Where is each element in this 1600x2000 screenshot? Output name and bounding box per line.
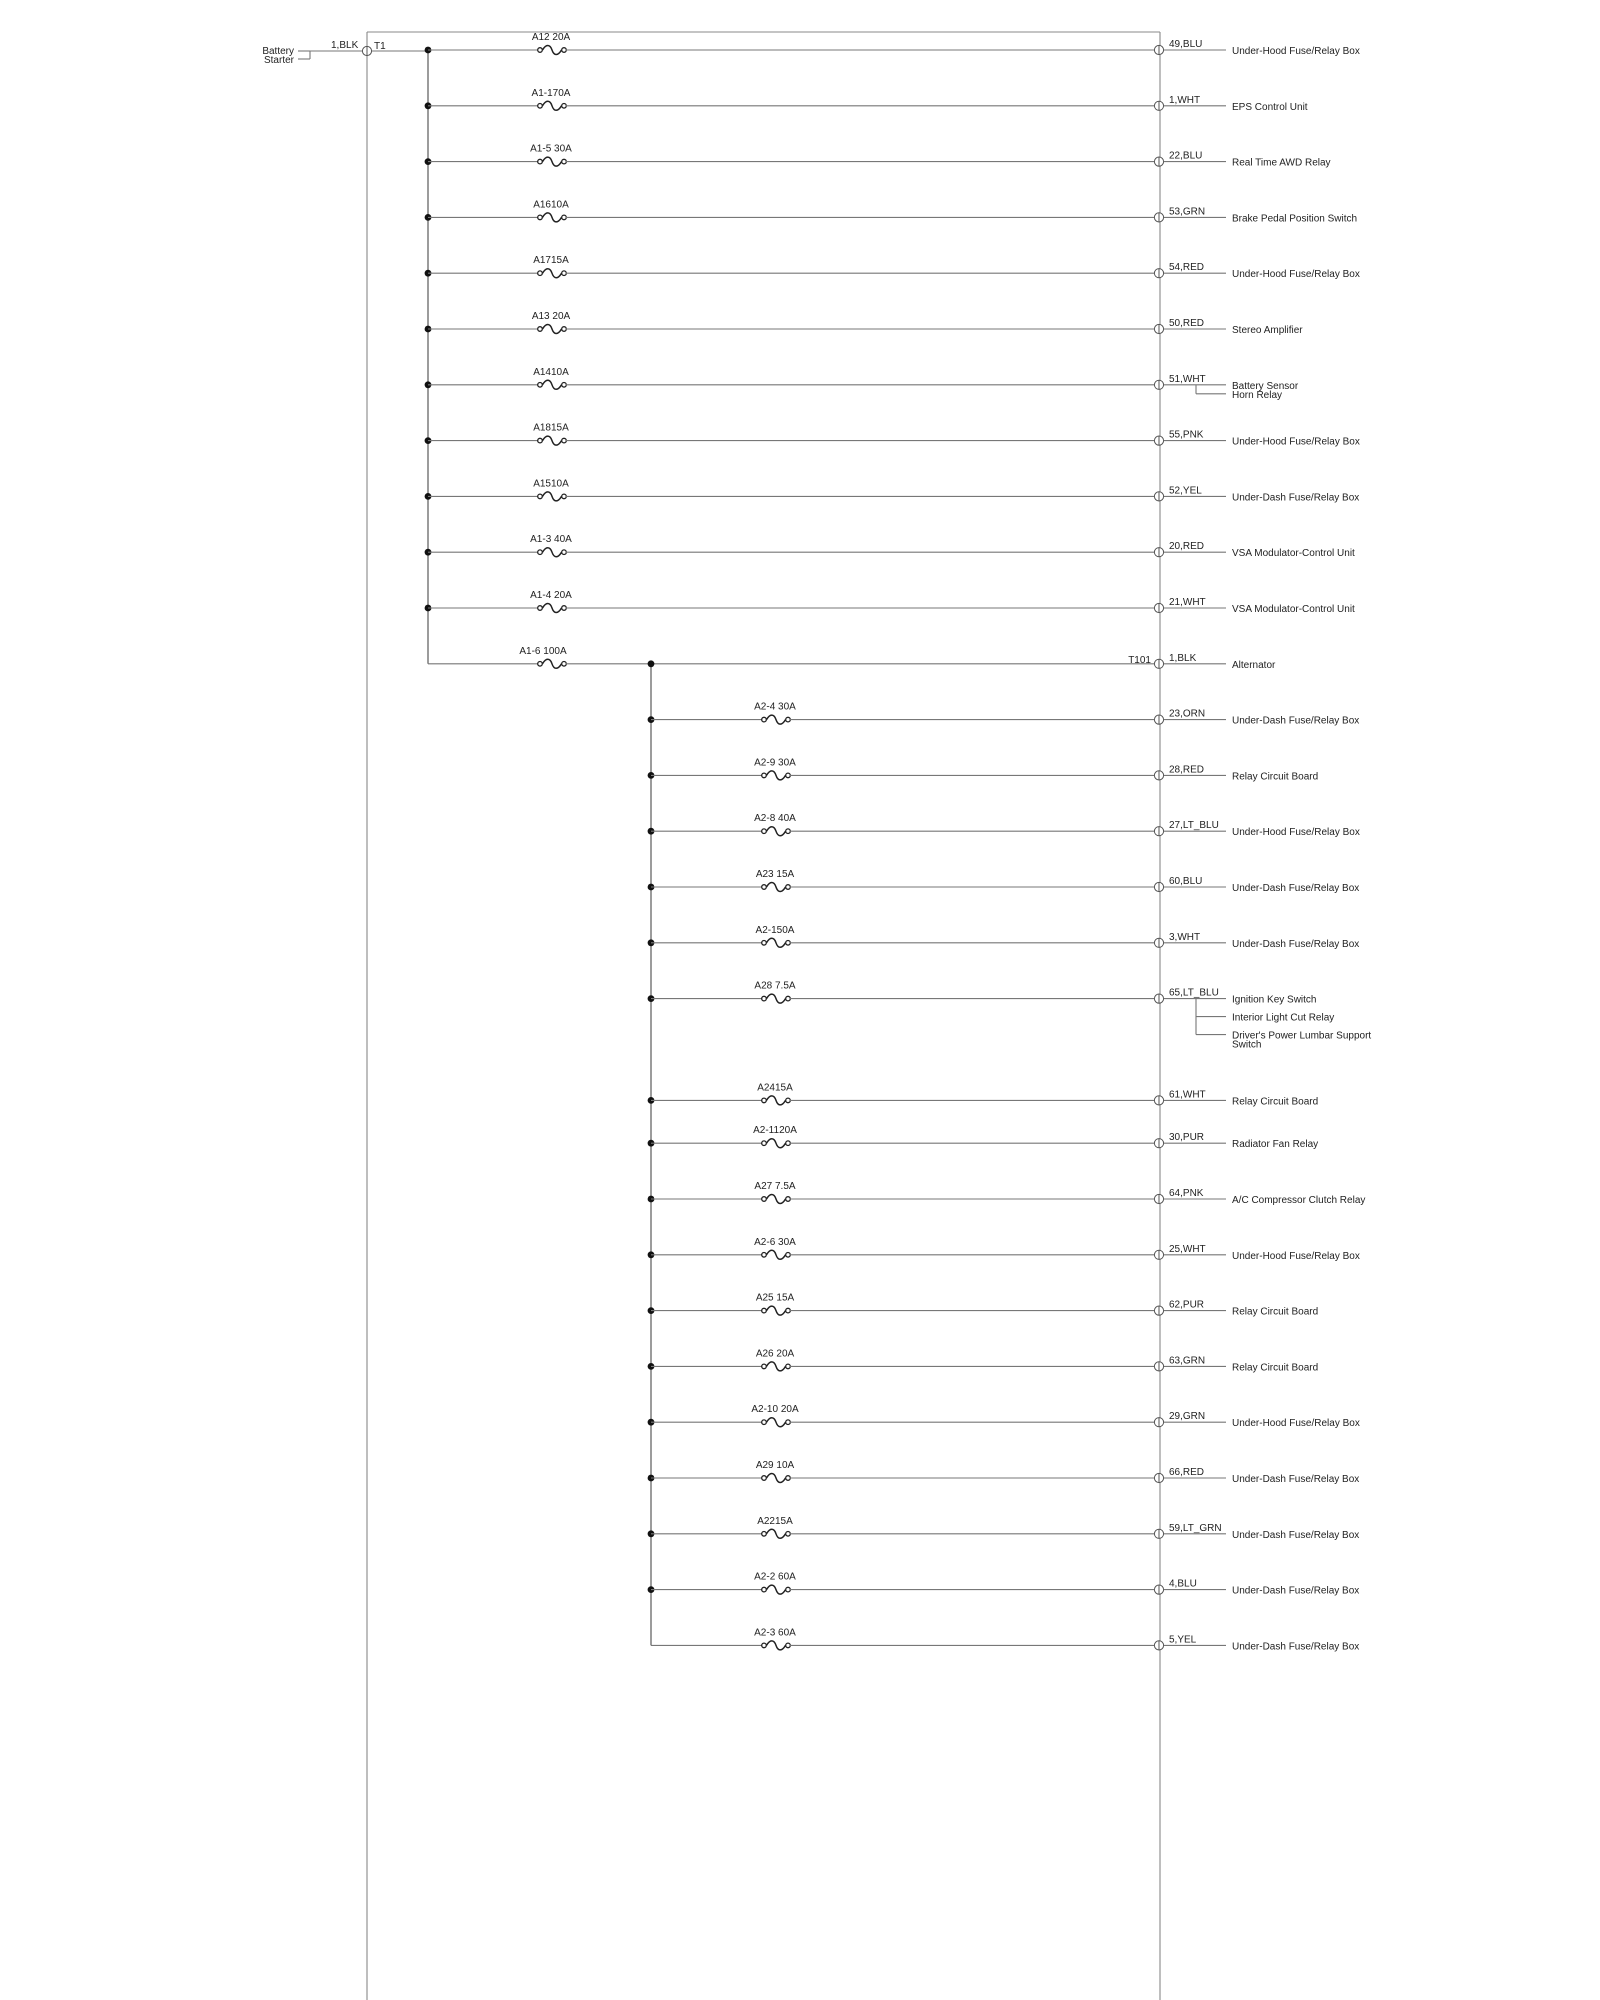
a1-circuit-10-connector-icon: [1154, 548, 1163, 557]
a1-circuit-3-fuse-label: A1-5 30A: [530, 143, 572, 155]
a1-circuit-11-connector-icon: [1154, 603, 1163, 612]
main-feed-row: [428, 646, 1276, 671]
a2-circuit-8-fuse-icon-end-right: [786, 1141, 791, 1146]
a2-circuit-10-destination: Under-Hood Fuse/Relay Box: [1232, 1250, 1360, 1262]
main-feed-fuse-label: A1-6 100A: [519, 645, 567, 657]
source-connector: [362, 46, 371, 55]
source-terminal-label: T1: [374, 41, 386, 52]
a2-circuit-6-connector-icon: [1154, 994, 1163, 1003]
a2-circuit-16-fuse-icon-end-right: [786, 1587, 791, 1592]
a2-circuit-4-wire-label: 60,BLU: [1169, 876, 1203, 887]
a2-circuit-1-fuse-icon-end-left: [762, 717, 767, 722]
a2-circuit-15-fuse-label: A2215A: [757, 1515, 793, 1527]
a1-circuit-7-fuse-icon-end-left: [538, 383, 543, 388]
a2-circuit-1-connector-icon: [1154, 715, 1163, 724]
a2-circuit-16-destination: Under-Dash Fuse/Relay Box: [1232, 1585, 1360, 1597]
a1-circuit-10-fuse-icon: [538, 548, 567, 557]
a2-circuit-5-fuse-icon: [762, 938, 791, 947]
a2-circuit-11-fuse-label: A25 15A: [755, 1292, 795, 1304]
a2-circuit-10-fuse-icon-end-right: [786, 1253, 791, 1258]
a2-circuit-15-row: [648, 1516, 1360, 1541]
a1-circuit-9-fuse-icon-end-right: [562, 494, 567, 499]
a2-circuit-17-fuse-icon-end-left: [762, 1643, 767, 1648]
a2-circuit-12-destination: Relay Circuit Board: [1232, 1362, 1319, 1374]
a2-circuit-14-row: [648, 1460, 1360, 1485]
a1-circuit-7-fuse-icon-element: [543, 380, 562, 389]
a2-circuit-7-fuse-icon-end-left: [762, 1098, 767, 1103]
a1-circuit-2-fuse-icon: [538, 101, 567, 110]
source-label-starter: Starter: [263, 55, 294, 66]
a2-circuit-16-fuse-label: A2-2 60A: [754, 1571, 796, 1583]
a1-circuit-1-wire-label: 49,BLU: [1169, 39, 1203, 50]
a2-circuit-13-fuse-icon: [762, 1418, 791, 1427]
a1-circuit-3-wire-label: 22,BLU: [1169, 150, 1203, 162]
a2-circuit-8-destination: Radiator Fan Relay: [1232, 1139, 1319, 1151]
a1-circuit-9-row: [425, 478, 1360, 503]
a1-circuit-10-fuse-label: A1-3 40A: [530, 534, 572, 546]
a1-circuit-8-fuse-icon-element: [543, 436, 562, 445]
a2-circuit-10-row: [648, 1237, 1360, 1262]
a1-circuit-11-fuse-icon-end-right: [562, 606, 567, 611]
a1-circuit-2-row: [425, 88, 1308, 113]
a2-circuit-3-row: [648, 813, 1360, 838]
a2-circuit-9-wire-label: 64,PNK: [1169, 1188, 1204, 1199]
a2-circuit-12-fuse-label: A26 20A: [755, 1348, 795, 1360]
a2-circuit-9-fuse-icon-end-right: [786, 1197, 791, 1202]
a2-circuit-15-connector-icon: [1154, 1529, 1163, 1538]
a1-circuit-3-destination: Real Time AWD Relay: [1232, 157, 1331, 169]
a1-circuit-6-fuse-icon-end-left: [538, 327, 543, 332]
a2-circuit-6-fuse-icon-element: [767, 994, 786, 1003]
a1-circuit-6-fuse-icon-end-right: [562, 327, 567, 332]
a1-circuit-7-destination-0: Battery Sensor: [1232, 380, 1299, 392]
a2-circuit-3-fuse-icon-end-left: [762, 829, 767, 834]
a1-circuit-9-wire-label: 52,YEL: [1169, 485, 1202, 497]
a2-circuit-13-fuse-label: A2-10 20A: [751, 1404, 799, 1416]
a2-circuit-7-fuse-label: A2415A: [757, 1082, 793, 1094]
a2-circuit-6-fuse-icon-end-left: [762, 996, 767, 1001]
a1-circuit-8-wire-label: 55,PNK: [1169, 429, 1204, 441]
a1-circuit-3-connector-icon: [1154, 157, 1163, 166]
a1-circuit-2-fuse-icon-end-right: [562, 104, 567, 109]
a1-circuit-9-destination: Under-Dash Fuse/Relay Box: [1232, 492, 1360, 504]
a1-circuit-3-fuse-icon: [538, 157, 567, 166]
a2-circuit-9-row: [648, 1181, 1366, 1206]
a2-circuit-17-fuse-icon: [762, 1641, 791, 1650]
a2-circuit-12-row: [648, 1348, 1319, 1373]
a1-circuit-7-fuse-icon: [538, 380, 567, 389]
a2-circuit-8-fuse-icon-element: [767, 1139, 786, 1148]
a1-circuit-4-fuse-icon-end-left: [538, 215, 543, 220]
a1-circuit-1-destination: Under-Hood Fuse/Relay Box: [1232, 46, 1360, 57]
a1-circuit-2-fuse-icon-end-left: [538, 104, 543, 109]
a2-circuit-16-row: [648, 1572, 1360, 1597]
a2-circuit-6-destination-0: Ignition Key Switch: [1232, 994, 1317, 1006]
power-source: [262, 40, 428, 66]
a1-circuit-7-wire-label: 51,WHT: [1169, 373, 1206, 385]
a2-circuit-5-fuse-label: A2-150A: [755, 924, 795, 936]
a2-circuit-5-connector-icon: [1154, 938, 1163, 947]
a2-circuit-13-fuse-icon-end-left: [762, 1420, 767, 1425]
a2-circuit-2-fuse-icon: [762, 771, 791, 780]
main-feed-fuse-icon-element: [543, 659, 562, 668]
a1-circuit-2-fuse-label: A1-170A: [531, 87, 571, 99]
a2-circuit-7-row: [648, 1082, 1319, 1107]
a2-circuit-4-row: [648, 869, 1360, 894]
a1-circuit-10-destination: VSA Modulator-Control Unit: [1232, 548, 1355, 560]
a2-circuit-2-row: [648, 757, 1319, 782]
a2-circuit-9-connector-icon: [1154, 1194, 1163, 1203]
a1-circuit-11-destination: VSA Modulator-Control Unit: [1232, 604, 1355, 615]
a2-circuit-7-wire-label: 61,WHT: [1169, 1089, 1206, 1101]
a1-circuit-4-fuse-icon-end-right: [562, 215, 567, 220]
a1-circuit-5-row: [425, 255, 1360, 280]
a2-circuit-8-row: [648, 1125, 1319, 1150]
a2-circuit-11-row: [648, 1293, 1319, 1318]
main-feed-terminal-label: T101: [1128, 654, 1151, 666]
a2-circuit-6-row: [648, 981, 1372, 1051]
a2-circuit-8-fuse-icon: [762, 1139, 791, 1148]
a1-circuit-11-fuse-icon: [538, 604, 567, 613]
a1-circuit-7-destination-1: Horn Relay: [1232, 389, 1283, 401]
a2-circuit-14-destination: Under-Dash Fuse/Relay Box: [1232, 1474, 1360, 1485]
a2-circuit-11-fuse-icon-end-right: [786, 1308, 791, 1313]
a1-circuit-11-wire-label: 21,WHT: [1169, 597, 1206, 608]
a2-circuit-5-fuse-icon-end-left: [762, 941, 767, 946]
a2-circuit-12-fuse-icon-end-right: [786, 1364, 791, 1369]
a1-circuit-11-row: [425, 590, 1355, 615]
a1-circuit-8-row: [425, 423, 1360, 448]
a1-circuit-6-fuse-icon-element: [543, 325, 562, 334]
a2-circuit-6-fuse-label: A28 7.5A: [754, 980, 796, 992]
main-feed-wire-label: 1,BLK: [1169, 652, 1197, 664]
a2-circuit-17-fuse-icon-end-right: [786, 1643, 791, 1648]
a1-circuit-2-destination: EPS Control Unit: [1232, 101, 1308, 113]
a1-circuit-2-fuse-icon-element: [543, 101, 562, 110]
a2-circuit-12-connector-icon: [1154, 1362, 1163, 1371]
a2-circuit-16-fuse-icon-end-left: [762, 1587, 767, 1592]
a2-circuit-2-fuse-icon-end-right: [786, 773, 791, 778]
a1-circuit-5-fuse-icon: [538, 269, 567, 278]
a2-circuit-8-wire-label: 30,PUR: [1169, 1132, 1205, 1144]
a2-circuit-2-fuse-icon-element: [767, 771, 786, 780]
a2-circuit-4-fuse-label: A23 15A: [755, 869, 795, 880]
a2-circuit-14-fuse-icon-end-right: [786, 1476, 791, 1481]
a2-circuit-5-fuse-icon-element: [767, 938, 786, 947]
a2-circuit-8-fuse-icon-end-left: [762, 1141, 767, 1146]
a2-circuit-7-fuse-icon-element: [767, 1096, 786, 1105]
a2-circuit-5-row: [648, 925, 1360, 950]
a1-circuit-9-fuse-icon-element: [543, 492, 562, 501]
a2-circuit-12-fuse-icon-end-left: [762, 1364, 767, 1369]
a2-circuit-13-row: [648, 1404, 1360, 1429]
a1-circuit-8-fuse-icon-end-left: [538, 438, 543, 443]
a2-circuit-10-fuse-label: A2-6 30A: [754, 1236, 796, 1248]
a1-circuit-7-fuse-icon-end-right: [562, 383, 567, 388]
a2-circuit-8-fuse-label: A2-1120A: [753, 1125, 797, 1137]
a2-circuit-1-fuse-label: A2-4 30A: [754, 701, 796, 713]
a2-circuit-1-fuse-icon-end-right: [786, 717, 791, 722]
a2-circuit-11-destination: Relay Circuit Board: [1232, 1306, 1319, 1318]
a1-circuit-8-fuse-icon-end-right: [562, 438, 567, 443]
a2-circuit-3-fuse-icon: [762, 827, 791, 836]
a2-circuit-8-connector-icon: [1154, 1139, 1163, 1148]
a1-circuit-5-destination: Under-Hood Fuse/Relay Box: [1232, 269, 1360, 281]
a2-circuit-3-fuse-icon-end-right: [786, 829, 791, 834]
a2-circuit-9-fuse-label: A27 7.5A: [754, 1181, 796, 1192]
a1-circuit-9-connector-icon: [1154, 492, 1163, 501]
a2-circuit-16-wire-label: 4,BLU: [1169, 1578, 1197, 1590]
a2-circuit-6-destination-2: Driver's Power Lumbar Support Switch: [1232, 1030, 1372, 1051]
a1-circuit-6-fuse-label: A13 20A: [531, 311, 571, 322]
a2-circuit-14-fuse-icon: [762, 1474, 791, 1483]
a1-circuit-1-fuse-icon-element: [543, 46, 562, 55]
a1-circuit-10-fuse-icon-end-right: [562, 550, 567, 555]
a2-circuit-1-fuse-icon: [762, 715, 791, 724]
a1-circuit-10-fuse-icon-element: [543, 548, 562, 557]
a2-circuit-2-fuse-label: A2-9 30A: [754, 757, 796, 769]
a2-circuit-3-wire-label: 27,LT_BLU: [1169, 820, 1219, 832]
a2-circuit-10-connector-icon: [1154, 1250, 1163, 1259]
a2-circuit-9-destination: A/C Compressor Clutch Relay: [1232, 1195, 1366, 1206]
a2-circuit-16-fuse-icon: [762, 1585, 791, 1594]
a2-circuit-12-fuse-icon: [762, 1362, 791, 1371]
a2-circuit-10-wire-label: 25,WHT: [1169, 1243, 1206, 1255]
a2-circuit-6-wire-label: 65,LT_BLU: [1169, 987, 1219, 999]
a1-circuit-1-row: [425, 32, 1360, 57]
a2-circuit-9-fuse-icon-end-left: [762, 1197, 767, 1202]
source-wire-label: 1,BLK: [331, 40, 359, 51]
a1-circuit-11-fuse-icon-end-left: [538, 606, 543, 611]
a2-circuit-4-fuse-icon-end-right: [786, 885, 791, 890]
a1-circuit-9-fuse-label: A1510A: [533, 478, 569, 490]
a1-circuit-10-row: [425, 534, 1355, 559]
a2-circuit-15-fuse-icon: [762, 1529, 791, 1538]
a2-circuit-15-fuse-icon-element: [767, 1529, 786, 1538]
a1-circuit-1-fuse-icon-end-left: [538, 48, 543, 53]
a1-circuit-1-fuse-icon-end-right: [562, 48, 567, 53]
a2-circuit-13-fuse-icon-end-right: [786, 1420, 791, 1425]
a1-circuit-8-fuse-label: A1815A: [533, 422, 569, 434]
a1-circuit-4-wire-label: 53,GRN: [1169, 206, 1206, 218]
a2-circuit-14-wire-label: 66,RED: [1169, 1467, 1205, 1478]
a2-circuit-7-fuse-icon: [762, 1096, 791, 1105]
a1-circuit-3-fuse-icon-end-left: [538, 159, 543, 164]
a1-circuit-5-fuse-label: A1715A: [533, 255, 569, 267]
a2-circuit-17-fuse-label: A2-3 60A: [754, 1627, 796, 1639]
a2-circuit-11-fuse-icon-element: [767, 1306, 786, 1315]
main-feed-connector-icon: [1154, 659, 1163, 668]
a2-circuit-14-fuse-icon-end-left: [762, 1476, 767, 1481]
a1-circuit-7-fuse-label: A1410A: [533, 366, 569, 378]
a2-circuit-13-wire-label: 29,GRN: [1169, 1411, 1206, 1423]
a1-circuit-3-fuse-icon-end-right: [562, 159, 567, 164]
a2-circuit-9-fuse-icon-element: [767, 1195, 786, 1204]
a2-circuit-6-fuse-icon: [762, 994, 791, 1003]
a1-circuit-2-connector-icon: [1154, 101, 1163, 110]
a2-circuit-13-destination: Under-Hood Fuse/Relay Box: [1232, 1418, 1360, 1430]
a2-circuit-9-fuse-icon: [762, 1195, 791, 1204]
a1-circuit-5-fuse-icon-element: [543, 269, 562, 278]
a1-circuit-5-connector-icon: [1154, 269, 1163, 278]
a2-circuit-10-fuse-icon: [762, 1250, 791, 1259]
a2-circuit-2-fuse-icon-end-left: [762, 773, 767, 778]
a2-circuit-1-destination: Under-Dash Fuse/Relay Box: [1232, 715, 1360, 727]
a2-circuit-7-fuse-icon-end-right: [786, 1098, 791, 1103]
main-feed-fuse-icon: [538, 659, 567, 668]
a1-circuit-1-fuse-icon: [538, 46, 567, 55]
a2-circuit-6-destination-1: Interior Light Cut Relay: [1232, 1012, 1335, 1024]
a2-circuit-13-fuse-icon-element: [767, 1418, 786, 1427]
a2-circuit-12-fuse-icon-element: [767, 1362, 786, 1371]
a1-circuit-9-fuse-icon: [538, 492, 567, 501]
a2-circuit-1-wire-label: 23,ORN: [1169, 708, 1206, 720]
main-feed-fuse-icon-end-left: [538, 662, 543, 667]
a2-circuit-15-wire-label: 59,LT_GRN: [1169, 1522, 1222, 1534]
a2-circuit-3-connector-icon: [1154, 827, 1163, 836]
a2-circuit-14-fuse-label: A29 10A: [755, 1460, 795, 1471]
a1-circuit-10-wire-label: 20,RED: [1169, 541, 1205, 553]
a1-circuit-3-fuse-icon-element: [543, 157, 562, 166]
a2-circuit-11-wire-label: 62,PUR: [1169, 1299, 1205, 1311]
a1-circuit-5-fuse-icon-end-right: [562, 271, 567, 276]
a1-circuit-7-connector-icon: [1154, 380, 1163, 389]
a2-circuit-15-fuse-icon-end-right: [786, 1532, 791, 1537]
a2-circuit-17-wire-label: 5,YEL: [1169, 1634, 1197, 1646]
main-feed-fuse-icon-end-right: [562, 662, 567, 667]
a2-circuit-15-destination: Under-Dash Fuse/Relay Box: [1232, 1529, 1360, 1541]
a2-circuit-4-fuse-icon-element: [767, 883, 786, 892]
a2-circuit-3-destination: Under-Hood Fuse/Relay Box: [1232, 827, 1360, 839]
a2-circuit-17-destination: Under-Dash Fuse/Relay Box: [1232, 1641, 1360, 1653]
diagram-frame: [367, 32, 1160, 2000]
a2-circuit-4-destination: Under-Dash Fuse/Relay Box: [1232, 883, 1360, 894]
a1-circuit-4-row: [425, 199, 1357, 224]
a2-circuit-10-fuse-icon-element: [767, 1250, 786, 1259]
a2-circuit-7-connector-icon: [1154, 1096, 1163, 1105]
a1-circuit-10-fuse-icon-end-left: [538, 550, 543, 555]
a2-circuit-5-fuse-icon-end-right: [786, 941, 791, 946]
a2-circuit-3-fuse-label: A2-8 40A: [754, 813, 796, 825]
a1-circuit-4-connector-icon: [1154, 213, 1163, 222]
a2-circuit-13-connector-icon: [1154, 1418, 1163, 1427]
a1-circuit-5-fuse-icon-end-left: [538, 271, 543, 276]
a2-circuit-14-connector-icon: [1154, 1473, 1163, 1482]
a2-circuit-10-fuse-icon-end-left: [762, 1253, 767, 1258]
a2-circuit-4-connector-icon: [1154, 882, 1163, 891]
a2-circuit-17-row: [651, 1627, 1359, 1652]
a1-circuit-8-fuse-icon: [538, 436, 567, 445]
a2-circuit-1-row: [648, 702, 1360, 727]
a2-circuit-15-fuse-icon-end-left: [762, 1532, 767, 1537]
a1-circuit-4-destination: Brake Pedal Position Switch: [1232, 213, 1358, 225]
a1-circuit-9-fuse-icon-end-left: [538, 494, 543, 499]
a2-circuit-12-wire-label: 63,GRN: [1169, 1355, 1206, 1367]
a1-circuit-8-destination: Under-Hood Fuse/Relay Box: [1232, 436, 1360, 448]
a1-circuit-1-connector-icon: [1154, 45, 1163, 54]
a2-circuit-2-wire-label: 28,RED: [1169, 764, 1205, 776]
a2-circuit-11-fuse-icon: [762, 1306, 791, 1315]
a1-circuit-3-row: [425, 144, 1331, 169]
a1-circuit-1-fuse-label: A12 20A: [531, 32, 571, 43]
a2-circuit-4-fuse-icon: [762, 883, 791, 892]
a2-circuit-17-connector-icon: [1154, 1641, 1163, 1650]
a1-circuit-6-connector-icon: [1154, 324, 1163, 333]
a2-circuit-5-destination: Under-Dash Fuse/Relay Box: [1232, 938, 1360, 950]
a1-circuit-5-wire-label: 54,RED: [1169, 262, 1205, 274]
a1-circuit-6-wire-label: 50,RED: [1169, 318, 1205, 329]
a2-circuit-1-fuse-icon-element: [767, 715, 786, 724]
a2-circuit-14-fuse-icon-element: [767, 1474, 786, 1483]
a2-circuit-2-destination: Relay Circuit Board: [1232, 771, 1319, 783]
source-label-battery: Battery: [262, 46, 294, 57]
a2-circuit-11-fuse-icon-end-left: [762, 1308, 767, 1313]
a2-circuit-2-connector-icon: [1154, 771, 1163, 780]
a1-circuit-11-fuse-icon-element: [543, 604, 562, 613]
a1-circuit-8-connector-icon: [1154, 436, 1163, 445]
a1-circuit-2-wire-label: 1,WHT: [1169, 94, 1201, 106]
a2-circuit-7-destination: Relay Circuit Board: [1232, 1096, 1319, 1108]
main-feed-destination: Alternator: [1232, 659, 1276, 671]
a2-circuit-11-connector-icon: [1154, 1306, 1163, 1315]
a1-circuit-6-fuse-icon: [538, 325, 567, 334]
a2-circuit-6-fuse-icon-end-right: [786, 996, 791, 1001]
a2-circuit-3-fuse-icon-element: [767, 827, 786, 836]
a1-circuit-11-fuse-label: A1-4 20A: [530, 590, 572, 601]
a2-circuit-4-fuse-icon-end-left: [762, 885, 767, 890]
a1-circuit-4-fuse-icon: [538, 213, 567, 222]
a1-circuit-6-row: [425, 311, 1304, 336]
a1-circuit-4-fuse-icon-element: [543, 213, 562, 222]
a2-circuit-5-wire-label: 3,WHT: [1169, 931, 1201, 943]
a2-circuit-17-fuse-icon-element: [767, 1641, 786, 1650]
circuit-rows: [425, 32, 1372, 1652]
main-feed-junction-dot: [648, 660, 655, 667]
a1-circuit-6-destination: Stereo Amplifier: [1232, 325, 1303, 336]
a1-circuit-7-row: [425, 367, 1299, 401]
a2-circuit-16-connector-icon: [1154, 1585, 1163, 1594]
a1-circuit-4-fuse-label: A1610A: [533, 199, 569, 211]
a2-circuit-16-fuse-icon-element: [767, 1585, 786, 1594]
